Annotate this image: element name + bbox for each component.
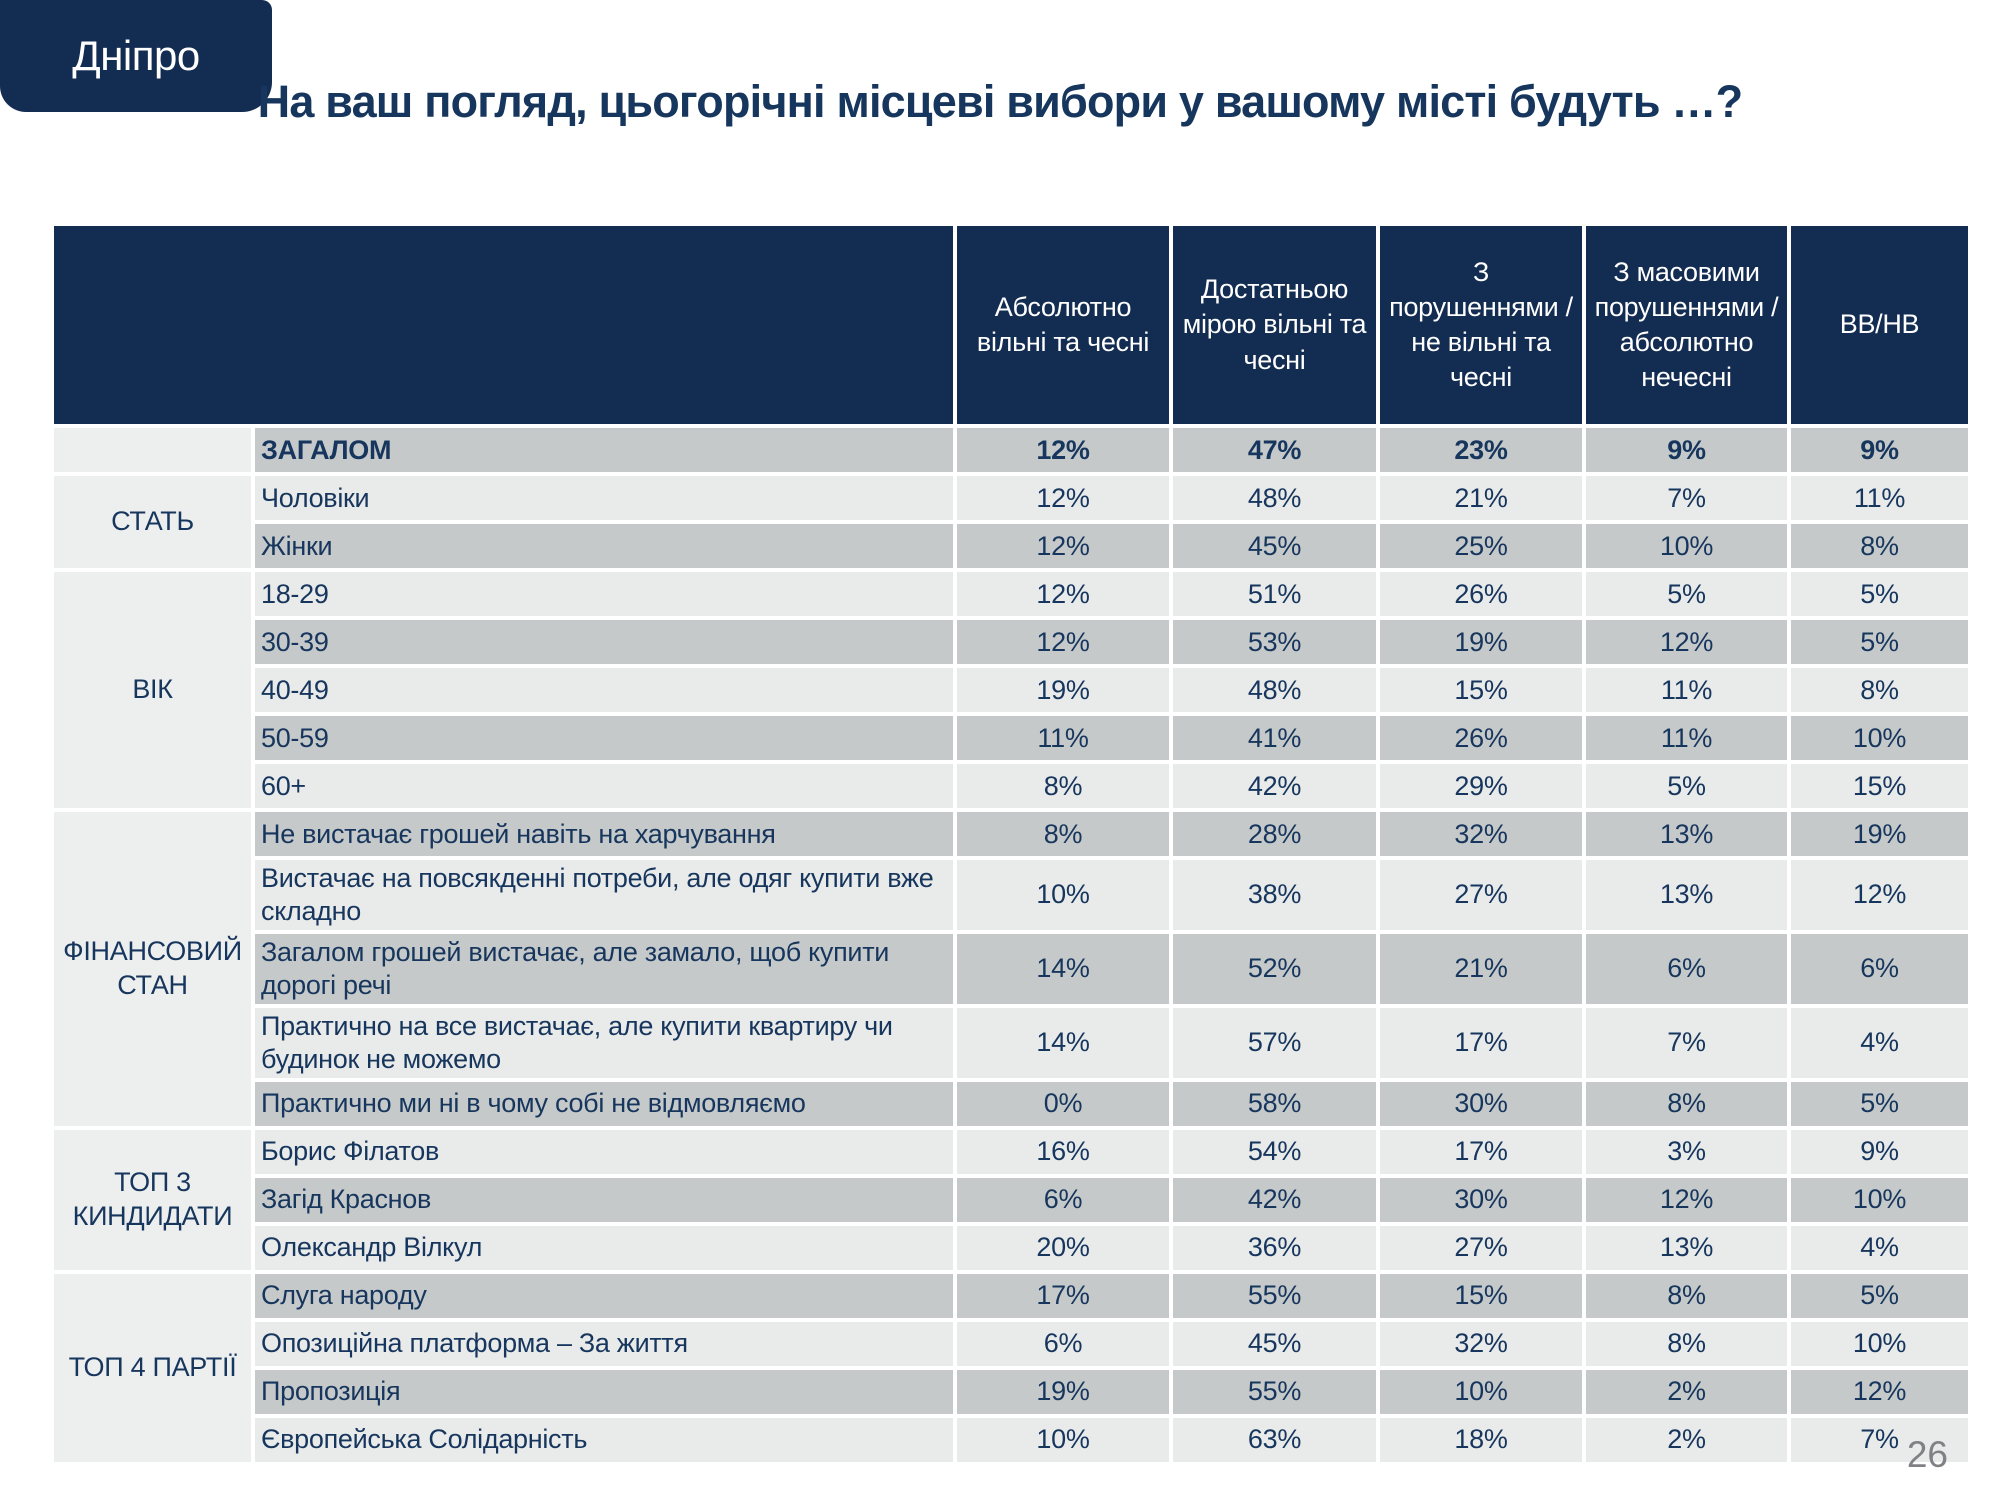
table-row xyxy=(54,716,1968,760)
value-cell: 12% xyxy=(1586,1178,1787,1222)
value-cell: 8% xyxy=(1586,1322,1787,1366)
value-cell: 17% xyxy=(1380,1130,1582,1174)
table-row xyxy=(54,1418,1968,1462)
value-cell: 54% xyxy=(1173,1130,1376,1174)
value-cell: 55% xyxy=(1173,1370,1376,1414)
table-row xyxy=(54,764,1968,808)
category-cell: СТАТЬ xyxy=(54,476,251,568)
value-cell: 15% xyxy=(1380,1274,1582,1318)
table-row xyxy=(54,812,1968,856)
table-row xyxy=(54,476,1968,520)
table-row xyxy=(54,860,1968,930)
column-header: З масовими порушеннями / абсолютно нечесні xyxy=(1586,226,1787,424)
row-label: Пропозиція xyxy=(255,1370,953,1414)
table-body xyxy=(54,428,1968,1462)
value-cell: 12% xyxy=(1791,860,1968,930)
value-cell: 8% xyxy=(957,764,1169,808)
table-row xyxy=(54,1274,1968,1318)
table-row xyxy=(54,1226,1968,1270)
value-cell: 10% xyxy=(957,860,1169,930)
row-label: 50-59 xyxy=(255,716,953,760)
value-cell: 11% xyxy=(1791,476,1968,520)
row-label: Вистачає на повсякденні потреби, але одяг купити вже складно xyxy=(255,860,953,930)
value-cell: 9% xyxy=(1791,1130,1968,1174)
value-cell: 12% xyxy=(957,428,1169,472)
value-cell: 12% xyxy=(957,572,1169,616)
value-cell: 26% xyxy=(1380,716,1582,760)
value-cell: 12% xyxy=(1791,1370,1968,1414)
value-cell: 45% xyxy=(1173,1322,1376,1366)
value-cell: 10% xyxy=(1791,1322,1968,1366)
row-label: Європейська Солідарність xyxy=(255,1418,953,1462)
value-cell: 8% xyxy=(1586,1274,1787,1318)
page-number: 26 xyxy=(1906,1434,1948,1475)
value-cell: 57% xyxy=(1173,1008,1376,1078)
value-cell: 2% xyxy=(1586,1370,1787,1414)
row-label: Слуга народу xyxy=(255,1274,953,1318)
row-label: 18-29 xyxy=(255,572,953,616)
value-cell: 5% xyxy=(1586,764,1787,808)
value-cell: 17% xyxy=(957,1274,1169,1318)
category-cell: ТОП 4 ПАРТІЇ xyxy=(54,1274,251,1462)
row-label: ЗАГАЛОМ xyxy=(255,428,953,472)
value-cell: 6% xyxy=(1791,934,1968,1004)
value-cell: 25% xyxy=(1380,524,1582,568)
value-cell: 21% xyxy=(1380,476,1582,520)
value-cell: 5% xyxy=(1791,620,1968,664)
value-cell: 42% xyxy=(1173,1178,1376,1222)
value-cell: 52% xyxy=(1173,934,1376,1004)
value-cell: 42% xyxy=(1173,764,1376,808)
row-label: Не вистачає грошей навіть на харчування xyxy=(255,812,953,856)
value-cell: 5% xyxy=(1791,572,1968,616)
question-title: На ваш погляд, цьогорічні місцеві вибори у вашому місті будуть …? xyxy=(257,76,1743,127)
value-cell: 20% xyxy=(957,1226,1169,1270)
table-row xyxy=(54,1370,1968,1414)
table-row xyxy=(54,1130,1968,1174)
value-cell: 10% xyxy=(1586,524,1787,568)
row-label: Чоловіки xyxy=(255,476,953,520)
value-cell: 6% xyxy=(957,1322,1169,1366)
value-cell: 17% xyxy=(1380,1008,1582,1078)
value-cell: 12% xyxy=(957,476,1169,520)
value-cell: 10% xyxy=(1791,1178,1968,1222)
table-header xyxy=(54,226,1968,424)
table-row xyxy=(54,1322,1968,1366)
value-cell: 9% xyxy=(1586,428,1787,472)
category-cell: ТОП 3 КИНДИДАТИ xyxy=(54,1130,251,1270)
row-label: 60+ xyxy=(255,764,953,808)
value-cell: 13% xyxy=(1586,1226,1787,1270)
value-cell: 14% xyxy=(957,1008,1169,1078)
value-cell: 19% xyxy=(1380,620,1582,664)
value-cell: 16% xyxy=(957,1130,1169,1174)
value-cell: 55% xyxy=(1173,1274,1376,1318)
value-cell: 53% xyxy=(1173,620,1376,664)
value-cell: 48% xyxy=(1173,668,1376,712)
value-cell: 63% xyxy=(1173,1418,1376,1462)
column-header: ВВ/НВ xyxy=(1791,226,1968,424)
value-cell: 11% xyxy=(1586,716,1787,760)
value-cell: 27% xyxy=(1380,860,1582,930)
table-row xyxy=(54,572,1968,616)
value-cell: 13% xyxy=(1586,812,1787,856)
value-cell: 29% xyxy=(1380,764,1582,808)
column-header: Достатньою мірою вільні та чесні xyxy=(1173,226,1376,424)
value-cell: 45% xyxy=(1173,524,1376,568)
value-cell: 7% xyxy=(1586,476,1787,520)
table-row xyxy=(54,1178,1968,1222)
value-cell: 9% xyxy=(1791,428,1968,472)
table-row xyxy=(54,428,1968,472)
value-cell: 2% xyxy=(1586,1418,1787,1462)
value-cell: 26% xyxy=(1380,572,1582,616)
value-cell: 10% xyxy=(957,1418,1169,1462)
value-cell: 7% xyxy=(1586,1008,1787,1078)
value-cell: 4% xyxy=(1791,1226,1968,1270)
value-cell: 10% xyxy=(1380,1370,1582,1414)
category-cell: ВІК xyxy=(54,572,251,808)
value-cell: 12% xyxy=(957,620,1169,664)
value-cell: 13% xyxy=(1586,860,1787,930)
table-row xyxy=(54,668,1968,712)
value-cell: 6% xyxy=(957,1178,1169,1222)
row-label: Практично ми ні в чому собі не відмовляємо xyxy=(255,1082,953,1126)
table-row xyxy=(54,1082,1968,1126)
value-cell: 8% xyxy=(1586,1082,1787,1126)
column-header: З порушеннями / не вільні та чесні xyxy=(1380,226,1582,424)
value-cell: 27% xyxy=(1380,1226,1582,1270)
row-label: 40-49 xyxy=(255,668,953,712)
value-cell: 41% xyxy=(1173,716,1376,760)
category-cell xyxy=(54,428,251,472)
value-cell: 32% xyxy=(1380,1322,1582,1366)
value-cell: 18% xyxy=(1380,1418,1582,1462)
table-row xyxy=(54,524,1968,568)
value-cell: 8% xyxy=(1791,524,1968,568)
value-cell: 11% xyxy=(957,716,1169,760)
value-cell: 12% xyxy=(957,524,1169,568)
value-cell: 5% xyxy=(1791,1082,1968,1126)
row-label: 30-39 xyxy=(255,620,953,664)
value-cell: 30% xyxy=(1380,1082,1582,1126)
value-cell: 14% xyxy=(957,934,1169,1004)
value-cell: 23% xyxy=(1380,428,1582,472)
value-cell: 47% xyxy=(1173,428,1376,472)
table-row xyxy=(54,934,1968,1004)
value-cell: 8% xyxy=(1791,668,1968,712)
row-label: Загід Краснов xyxy=(255,1178,953,1222)
value-cell: 21% xyxy=(1380,934,1582,1004)
row-label: Загалом грошей вистачає, але замало, щоб купити дорогі речі xyxy=(255,934,953,1004)
value-cell: 5% xyxy=(1791,1274,1968,1318)
value-cell: 19% xyxy=(1791,812,1968,856)
row-label: Практично на все вистачає, але купити квартиру чи будинок не можемо xyxy=(255,1008,953,1078)
survey-table xyxy=(50,222,1972,1466)
value-cell: 10% xyxy=(1791,716,1968,760)
value-cell: 0% xyxy=(957,1082,1169,1126)
value-cell: 30% xyxy=(1380,1178,1582,1222)
value-cell: 15% xyxy=(1380,668,1582,712)
value-cell: 3% xyxy=(1586,1130,1787,1174)
value-cell: 38% xyxy=(1173,860,1376,930)
category-cell: ФІНАНСОВИЙ СТАН xyxy=(54,812,251,1126)
value-cell: 48% xyxy=(1173,476,1376,520)
column-header: Абсолютно вільні та чесні xyxy=(957,226,1169,424)
table-corner xyxy=(54,226,953,424)
row-label: Жінки xyxy=(255,524,953,568)
value-cell: 12% xyxy=(1586,620,1787,664)
value-cell: 28% xyxy=(1173,812,1376,856)
value-cell: 4% xyxy=(1791,1008,1968,1078)
table-row xyxy=(54,1008,1968,1078)
row-label: Опозиційна платформа – За життя xyxy=(255,1322,953,1366)
value-cell: 19% xyxy=(957,668,1169,712)
value-cell: 5% xyxy=(1586,572,1787,616)
city-tag-label: Дніпро xyxy=(72,32,200,79)
table-row xyxy=(54,620,1968,664)
value-cell: 51% xyxy=(1173,572,1376,616)
row-label: Борис Філатов xyxy=(255,1130,953,1174)
row-label: Олександр Вілкул xyxy=(255,1226,953,1270)
value-cell: 58% xyxy=(1173,1082,1376,1126)
value-cell: 7% xyxy=(1791,1418,1968,1462)
value-cell: 32% xyxy=(1380,812,1582,856)
value-cell: 19% xyxy=(957,1370,1169,1414)
value-cell: 11% xyxy=(1586,668,1787,712)
value-cell: 36% xyxy=(1173,1226,1376,1270)
value-cell: 8% xyxy=(957,812,1169,856)
value-cell: 6% xyxy=(1586,934,1787,1004)
value-cell: 15% xyxy=(1791,764,1968,808)
